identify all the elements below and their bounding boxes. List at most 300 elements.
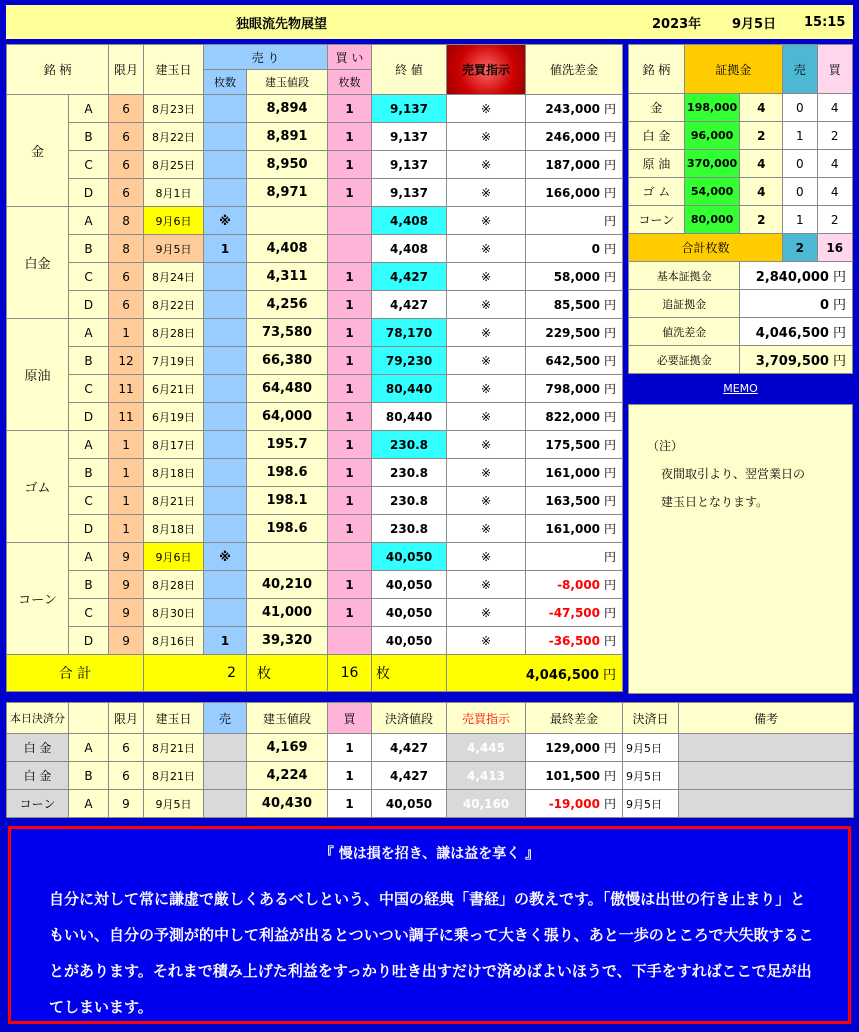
diff-unit: 円 bbox=[604, 410, 617, 424]
row-diff bbox=[526, 375, 623, 403]
row-diff bbox=[526, 263, 623, 291]
row-code: B bbox=[69, 123, 109, 151]
title-time: 15:15 bbox=[804, 14, 846, 30]
row-price: 4,408 bbox=[247, 235, 328, 263]
total-row bbox=[7, 655, 623, 692]
summary-label: 追証拠金 bbox=[629, 290, 740, 318]
summary-row bbox=[629, 346, 853, 374]
row-close: 4,408 bbox=[372, 207, 447, 235]
row-diff bbox=[526, 515, 623, 543]
table-row bbox=[7, 319, 623, 347]
row-date: 6月19日 bbox=[144, 403, 204, 431]
row-diff bbox=[526, 543, 623, 571]
summary-unit: 円 bbox=[832, 270, 846, 285]
row-date: 8月1日 bbox=[144, 179, 204, 207]
memo-line-3: 建玉日となります。 bbox=[661, 495, 769, 509]
row-date: 9月6日 bbox=[144, 207, 204, 235]
row-diff bbox=[526, 235, 623, 263]
margin-count: 4 bbox=[740, 150, 783, 178]
memo-line-1: （注） bbox=[647, 439, 684, 453]
margin-amount: 198,000 bbox=[684, 94, 740, 122]
table-row bbox=[7, 95, 623, 123]
title-year: 2023年 bbox=[652, 16, 702, 32]
settle-sell bbox=[204, 762, 247, 790]
margin-amount: 370,000 bbox=[684, 150, 740, 178]
side-header-shokokin: 証拠金 bbox=[684, 45, 782, 94]
row-month: 11 bbox=[109, 403, 144, 431]
header-tatedama-nedan: 建玉値段 bbox=[247, 70, 328, 95]
row-price: 8,894 bbox=[247, 95, 328, 123]
header-kai: 買 い bbox=[328, 45, 372, 70]
quote-box bbox=[8, 826, 851, 1024]
diff-unit: 円 bbox=[604, 494, 617, 508]
row-mark: ※ bbox=[447, 543, 526, 571]
settle-name: コーン bbox=[7, 790, 69, 818]
table-row bbox=[7, 459, 623, 487]
margin-count: 4 bbox=[740, 178, 783, 206]
settle-buy: 1 bbox=[328, 734, 372, 762]
row-date: 8月22日 bbox=[144, 291, 204, 319]
margin-total-sell: 2 bbox=[783, 234, 817, 262]
settle-final-value: 129,000 bbox=[545, 741, 600, 755]
settle-value: 4,427 bbox=[372, 734, 447, 762]
row-buy bbox=[328, 235, 372, 263]
diff-value: 58,000 bbox=[553, 270, 601, 284]
diff-unit: 円 bbox=[604, 186, 617, 200]
row-mark: ※ bbox=[447, 375, 526, 403]
margin-buy: 4 bbox=[817, 94, 853, 122]
table-row bbox=[7, 123, 623, 151]
margin-name: コーン bbox=[629, 206, 685, 234]
commodity-name: 金 bbox=[7, 95, 69, 207]
row-date: 8月28日 bbox=[144, 319, 204, 347]
total-sell: 2 bbox=[144, 655, 247, 692]
margin-buy: 2 bbox=[817, 206, 853, 234]
row-diff bbox=[526, 207, 623, 235]
margin-sell: 1 bbox=[783, 206, 817, 234]
margin-buy: 2 bbox=[817, 122, 853, 150]
row-code: C bbox=[69, 487, 109, 515]
table-row bbox=[7, 627, 623, 655]
settle-month: 6 bbox=[109, 734, 144, 762]
row-sell bbox=[204, 515, 247, 543]
diff-unit: 円 bbox=[604, 298, 617, 312]
row-close: 4,427 bbox=[372, 263, 447, 291]
row-mark: ※ bbox=[447, 151, 526, 179]
row-price: 198.1 bbox=[247, 487, 328, 515]
diff-value: 85,500 bbox=[553, 298, 601, 312]
row-mark: ※ bbox=[447, 515, 526, 543]
row-month: 8 bbox=[109, 207, 144, 235]
summary-unit: 円 bbox=[832, 326, 846, 341]
row-month: 8 bbox=[109, 235, 144, 263]
total-diff-unit: 円 bbox=[603, 667, 617, 683]
settle-header-tatedama-nedan: 建玉値段 bbox=[247, 703, 328, 734]
row-mark: ※ bbox=[447, 291, 526, 319]
row-price: 8,971 bbox=[247, 179, 328, 207]
row-month: 6 bbox=[109, 263, 144, 291]
table-row bbox=[7, 431, 623, 459]
table-row bbox=[7, 543, 623, 571]
settle-sell bbox=[204, 790, 247, 818]
row-date: 8月21日 bbox=[144, 487, 204, 515]
quote-title: 『 慢は損を招き、謙は益を享く 』 bbox=[319, 846, 540, 862]
summary-amount: 2,840,000 bbox=[755, 270, 829, 285]
diff-value: 798,000 bbox=[545, 382, 601, 396]
row-sell bbox=[204, 291, 247, 319]
row-buy bbox=[328, 207, 372, 235]
table-row bbox=[7, 291, 623, 319]
row-buy: 1 bbox=[328, 487, 372, 515]
row-buy bbox=[328, 543, 372, 571]
total-diff bbox=[447, 655, 623, 692]
row-sell: 1 bbox=[204, 627, 247, 655]
settle-note bbox=[679, 790, 854, 818]
diff-unit: 円 bbox=[604, 326, 617, 340]
settle-buy: 1 bbox=[328, 762, 372, 790]
diff-value: 187,000 bbox=[545, 158, 601, 172]
row-price: 8,891 bbox=[247, 123, 328, 151]
table-row bbox=[7, 347, 623, 375]
row-buy: 1 bbox=[328, 319, 372, 347]
settle-final bbox=[526, 762, 623, 790]
row-diff bbox=[526, 459, 623, 487]
row-diff bbox=[526, 599, 623, 627]
row-date: 7月19日 bbox=[144, 347, 204, 375]
row-close: 40,050 bbox=[372, 599, 447, 627]
diff-unit: 円 bbox=[604, 130, 617, 144]
diff-unit: 円 bbox=[604, 550, 617, 564]
row-price bbox=[247, 543, 328, 571]
table-row bbox=[7, 403, 623, 431]
table-row bbox=[7, 571, 623, 599]
settle-sdate: 9月5日 bbox=[623, 734, 679, 762]
row-buy: 1 bbox=[328, 375, 372, 403]
row-diff bbox=[526, 571, 623, 599]
row-date: 8月28日 bbox=[144, 571, 204, 599]
row-code: C bbox=[69, 263, 109, 291]
table-row bbox=[7, 151, 623, 179]
row-date: 8月16日 bbox=[144, 627, 204, 655]
settle-date: 8月21日 bbox=[144, 762, 204, 790]
row-date: 8月23日 bbox=[144, 95, 204, 123]
row-code: C bbox=[69, 151, 109, 179]
settle-price: 4,169 bbox=[247, 734, 328, 762]
margin-row bbox=[629, 94, 853, 122]
diff-value: -8,000 bbox=[557, 578, 601, 592]
total-label: 合 計 bbox=[7, 655, 144, 692]
settle-final bbox=[526, 790, 623, 818]
diff-unit: 円 bbox=[604, 382, 617, 396]
row-buy: 1 bbox=[328, 263, 372, 291]
row-close: 230.8 bbox=[372, 487, 447, 515]
settle-row bbox=[7, 762, 854, 790]
settle-final-unit: 円 bbox=[603, 769, 616, 783]
row-price: 198.6 bbox=[247, 515, 328, 543]
table-row bbox=[7, 263, 623, 291]
diff-value: 161,000 bbox=[545, 466, 601, 480]
row-buy: 1 bbox=[328, 459, 372, 487]
row-price: 195.7 bbox=[247, 431, 328, 459]
row-price: 198.6 bbox=[247, 459, 328, 487]
row-close: 4,427 bbox=[372, 291, 447, 319]
summary-label: 必要証拠金 bbox=[629, 346, 740, 374]
side-header-meigara: 銘 柄 bbox=[629, 45, 685, 94]
row-mark: ※ bbox=[447, 179, 526, 207]
row-month: 12 bbox=[109, 347, 144, 375]
row-month: 1 bbox=[109, 487, 144, 515]
row-sell: 1 bbox=[204, 235, 247, 263]
row-date: 9月5日 bbox=[144, 235, 204, 263]
row-close: 230.8 bbox=[372, 515, 447, 543]
row-buy: 1 bbox=[328, 291, 372, 319]
settle-name: 白 金 bbox=[7, 762, 69, 790]
total-diff-value: 4,046,500 bbox=[525, 667, 600, 683]
row-code: B bbox=[69, 235, 109, 263]
row-sell bbox=[204, 599, 247, 627]
row-close: 79,230 bbox=[372, 347, 447, 375]
settle-note bbox=[679, 734, 854, 762]
row-close: 9,137 bbox=[372, 123, 447, 151]
row-code: C bbox=[69, 599, 109, 627]
row-month: 9 bbox=[109, 571, 144, 599]
settle-shiji: 4,413 bbox=[447, 762, 526, 790]
row-sell bbox=[204, 431, 247, 459]
row-diff bbox=[526, 319, 623, 347]
row-month: 6 bbox=[109, 123, 144, 151]
settle-row bbox=[7, 734, 854, 762]
diff-unit: 円 bbox=[604, 158, 617, 172]
settle-header-biko: 備考 bbox=[679, 703, 854, 734]
table-row bbox=[7, 375, 623, 403]
table-row bbox=[7, 515, 623, 543]
row-price: 73,580 bbox=[247, 319, 328, 347]
row-diff bbox=[526, 627, 623, 655]
margin-buy: 4 bbox=[817, 150, 853, 178]
summary-value bbox=[740, 262, 853, 290]
header-buy-count: 枚数 bbox=[328, 70, 372, 95]
row-mark: ※ bbox=[447, 459, 526, 487]
row-diff bbox=[526, 179, 623, 207]
row-month: 6 bbox=[109, 151, 144, 179]
row-month: 11 bbox=[109, 375, 144, 403]
commodity-name: コーン bbox=[7, 543, 69, 655]
diff-unit: 円 bbox=[604, 606, 617, 620]
row-close: 9,137 bbox=[372, 95, 447, 123]
diff-unit: 円 bbox=[604, 270, 617, 284]
settle-header-kai: 買 bbox=[328, 703, 372, 734]
row-code: B bbox=[69, 571, 109, 599]
row-price: 8,950 bbox=[247, 151, 328, 179]
margin-table bbox=[628, 44, 853, 374]
commodity-name: 原油 bbox=[7, 319, 69, 431]
row-price: 4,311 bbox=[247, 263, 328, 291]
row-code: D bbox=[69, 403, 109, 431]
settle-note bbox=[679, 762, 854, 790]
row-code: B bbox=[69, 459, 109, 487]
diff-value: 163,500 bbox=[545, 494, 601, 508]
header-sell-count: 枚数 bbox=[204, 70, 247, 95]
settle-sdate: 9月5日 bbox=[623, 762, 679, 790]
row-price: 64,480 bbox=[247, 375, 328, 403]
row-mark: ※ bbox=[447, 263, 526, 291]
total-buy: 16 bbox=[328, 655, 372, 692]
row-sell bbox=[204, 347, 247, 375]
row-mark: ※ bbox=[447, 207, 526, 235]
settle-final-value: 101,500 bbox=[545, 769, 600, 783]
row-code: A bbox=[69, 207, 109, 235]
settle-header-code bbox=[69, 703, 109, 734]
diff-value: 175,500 bbox=[545, 438, 601, 452]
row-code: A bbox=[69, 95, 109, 123]
settle-final bbox=[526, 734, 623, 762]
total-sell-unit: 枚 bbox=[247, 655, 328, 692]
row-month: 6 bbox=[109, 291, 144, 319]
diff-unit: 円 bbox=[604, 102, 617, 116]
row-buy: 1 bbox=[328, 95, 372, 123]
row-close: 80,440 bbox=[372, 403, 447, 431]
settle-header-gengetsu: 限月 bbox=[109, 703, 144, 734]
diff-value: 822,000 bbox=[545, 410, 601, 424]
row-mark: ※ bbox=[447, 235, 526, 263]
settle-header-kessai-bi: 決済日 bbox=[623, 703, 679, 734]
row-mark: ※ bbox=[447, 347, 526, 375]
row-diff bbox=[526, 403, 623, 431]
quote-body: 自分に対して常に謙虚で厳しくあるべしという、中国の経典「書経」の教えです。「傲慢は出世の行き止まり」ともいい、自分の予測が的中して利益が出るとついつい調子に乗って大きく張り、あと一歩のところで大失敗することがあります。それまで積み上げた利益をすっかり吐き出すだけで済めばよいほうで、下手をすればここで足が出てしまいます。 bbox=[49, 890, 814, 1016]
settle-month: 9 bbox=[109, 790, 144, 818]
settle-buy: 1 bbox=[328, 790, 372, 818]
summary-value bbox=[740, 318, 853, 346]
row-price: 66,380 bbox=[247, 347, 328, 375]
diff-value: 229,500 bbox=[545, 326, 601, 340]
row-code: D bbox=[69, 515, 109, 543]
row-price bbox=[247, 207, 328, 235]
row-sell: ※ bbox=[204, 207, 247, 235]
row-diff bbox=[526, 487, 623, 515]
diff-unit: 円 bbox=[604, 634, 617, 648]
row-code: A bbox=[69, 319, 109, 347]
row-close: 9,137 bbox=[372, 179, 447, 207]
settle-code: A bbox=[69, 734, 109, 762]
table-row bbox=[7, 599, 623, 627]
memo-line-2: 夜間取引より、翌営業日の bbox=[661, 467, 806, 481]
settle-header-uri: 売 bbox=[204, 703, 247, 734]
table-row bbox=[7, 487, 623, 515]
row-month: 9 bbox=[109, 543, 144, 571]
settle-value: 4,427 bbox=[372, 762, 447, 790]
margin-total-buy: 16 bbox=[817, 234, 853, 262]
margin-total-label: 合計枚数 bbox=[629, 234, 783, 262]
summary-unit: 円 bbox=[832, 298, 846, 313]
row-buy: 1 bbox=[328, 403, 372, 431]
row-buy: 1 bbox=[328, 347, 372, 375]
margin-row bbox=[629, 150, 853, 178]
commodity-name: ゴム bbox=[7, 431, 69, 543]
summary-row bbox=[629, 290, 853, 318]
margin-buy: 4 bbox=[817, 178, 853, 206]
header-nearai: 値洗差金 bbox=[526, 45, 623, 95]
row-diff bbox=[526, 347, 623, 375]
margin-name: ゴ ム bbox=[629, 178, 685, 206]
row-sell bbox=[204, 459, 247, 487]
settle-date: 8月21日 bbox=[144, 734, 204, 762]
diff-value: -47,500 bbox=[548, 606, 601, 620]
row-close: 78,170 bbox=[372, 319, 447, 347]
summary-amount: 0 bbox=[819, 298, 829, 313]
row-month: 1 bbox=[109, 515, 144, 543]
total-buy-unit: 枚 bbox=[372, 655, 447, 692]
diff-unit: 円 bbox=[604, 578, 617, 592]
settle-header-tatedama-bi: 建玉日 bbox=[144, 703, 204, 734]
margin-count: 2 bbox=[740, 122, 783, 150]
row-price: 39,320 bbox=[247, 627, 328, 655]
summary-row bbox=[629, 262, 853, 290]
row-code: A bbox=[69, 543, 109, 571]
header-gengetsu: 限月 bbox=[109, 45, 144, 95]
diff-unit: 円 bbox=[604, 242, 617, 256]
row-buy: 1 bbox=[328, 571, 372, 599]
settle-date: 9月5日 bbox=[144, 790, 204, 818]
row-mark: ※ bbox=[447, 95, 526, 123]
settle-shiji: 40,160 bbox=[447, 790, 526, 818]
settle-price: 40,430 bbox=[247, 790, 328, 818]
margin-row bbox=[629, 122, 853, 150]
diff-unit: 円 bbox=[604, 354, 617, 368]
settle-final-unit: 円 bbox=[603, 741, 616, 755]
row-sell bbox=[204, 151, 247, 179]
row-close: 4,408 bbox=[372, 235, 447, 263]
summary-unit: 円 bbox=[832, 354, 846, 369]
settle-sell bbox=[204, 734, 247, 762]
row-diff bbox=[526, 151, 623, 179]
row-buy: 1 bbox=[328, 599, 372, 627]
settle-value: 40,050 bbox=[372, 790, 447, 818]
margin-row bbox=[629, 178, 853, 206]
row-date: 8月18日 bbox=[144, 459, 204, 487]
row-mark: ※ bbox=[447, 627, 526, 655]
row-buy bbox=[328, 627, 372, 655]
margin-amount: 80,000 bbox=[684, 206, 740, 234]
table-row bbox=[7, 235, 623, 263]
row-month: 9 bbox=[109, 627, 144, 655]
row-date: 9月6日 bbox=[144, 543, 204, 571]
margin-total-row bbox=[629, 234, 853, 262]
row-close: 230.8 bbox=[372, 431, 447, 459]
row-buy: 1 bbox=[328, 431, 372, 459]
row-date: 8月24日 bbox=[144, 263, 204, 291]
summary-amount: 4,046,500 bbox=[755, 326, 829, 341]
settlement-table bbox=[6, 702, 854, 818]
row-code: B bbox=[69, 347, 109, 375]
settle-header-kessai-nedan: 決済値段 bbox=[372, 703, 447, 734]
row-sell bbox=[204, 375, 247, 403]
margin-count: 2 bbox=[740, 206, 783, 234]
summary-value bbox=[740, 346, 853, 374]
row-sell bbox=[204, 123, 247, 151]
margin-sell: 0 bbox=[783, 150, 817, 178]
margin-count: 4 bbox=[740, 94, 783, 122]
row-month: 9 bbox=[109, 599, 144, 627]
memo-link[interactable]: MEMO bbox=[628, 378, 853, 400]
row-close: 230.8 bbox=[372, 459, 447, 487]
row-diff bbox=[526, 291, 623, 319]
header-owarine: 終 値 bbox=[372, 45, 447, 95]
diff-unit: 円 bbox=[604, 438, 617, 452]
row-buy: 1 bbox=[328, 123, 372, 151]
memo-box bbox=[628, 404, 853, 694]
row-price: 40,210 bbox=[247, 571, 328, 599]
row-mark: ※ bbox=[447, 319, 526, 347]
